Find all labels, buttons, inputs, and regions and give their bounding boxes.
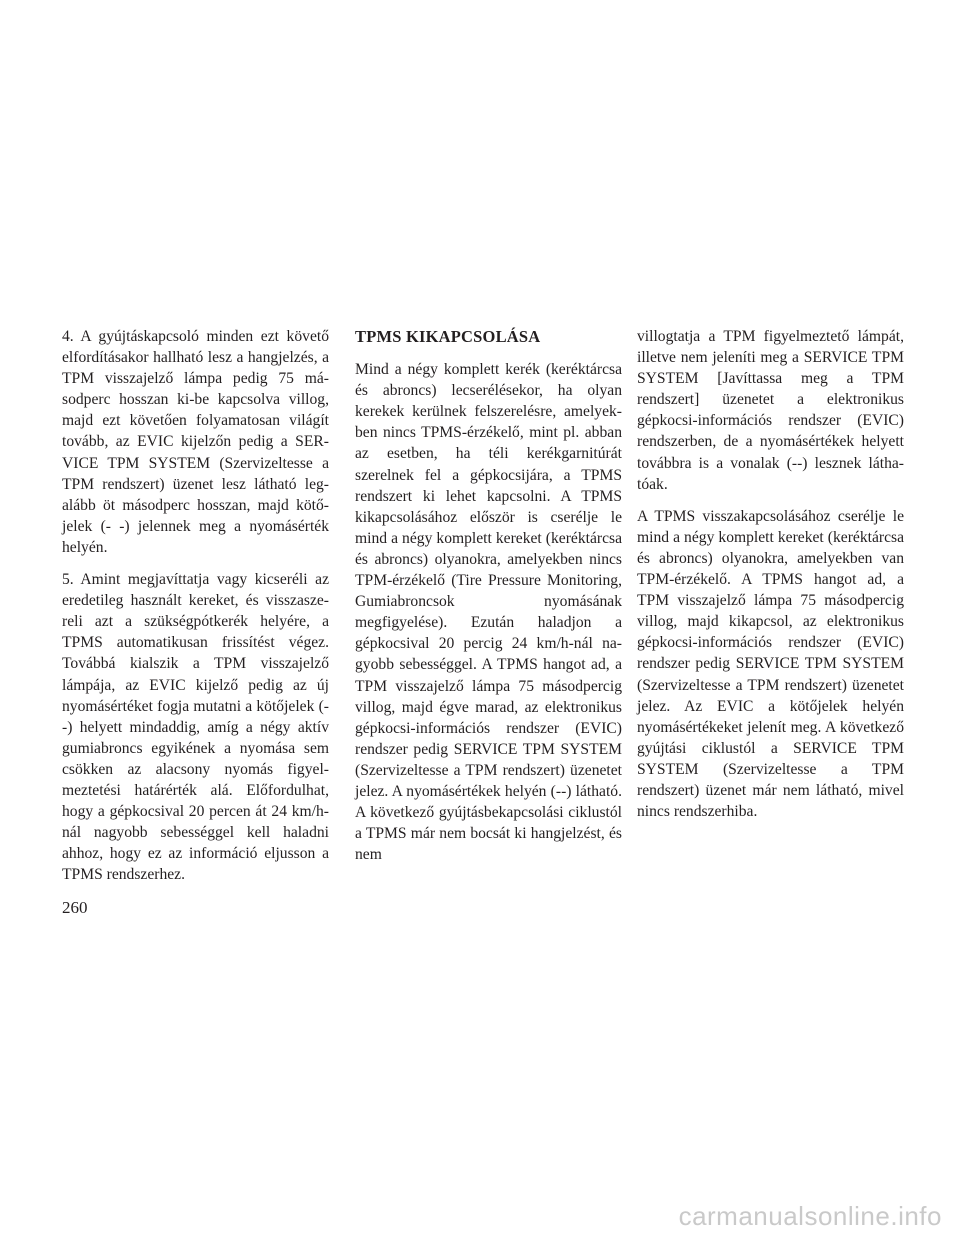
text-column-left (62, 326, 329, 896)
paragraph-continuation: villogtatja a TPM figyelmeztető lámpát, illetve nem jeleníti meg a SERVICE TPM SYSTEM [Javíttassa meg a TPM rendszert] üzenetet a elektronikus gépkocsi-információs rendszer (EVIC) rendszerben, de a nyomásértékek helyett továbbra is a vonalak (--) lesznek láthatóak. (637, 328, 904, 493)
text-column-right (637, 326, 904, 833)
paragraph-tpms-disable: Mind a négy komplett kerék (keréktárcsa és abroncs) lecserélésekor, ha olyan kerekek kerülnek felszerelésre, amelyekben nincs TPMS-érzékelő, mint pl. abban az esetben, ha téli kerékgarnitúrát szerelnek fel a gépkocsijára, a TPMS rendszert ki lehet kapcsolni. A TPMS kikapcsolásához először is cserélje le mind a négy komplett kereket (keréktárcsa és abroncs) olyanokra, amelyekben nincs TPM-érzékelő (Tire Pressure Monitoring, Gumiabroncsok nyomásának megfigyelése). Ezután haladjon a gépkocsival 20 percig 24 km/h-nál nagyobb sebességgel. A TPMS hangot ad, a TPM visszajelző lámpa 75 másodpercig villog, majd égve marad, az elektronikus gépkocsi-információs rendszer (EVIC) rendszer pedig SERVICE TPM SYSTEM (Szervizeltesse a TPM rendszert) üzenetet jelez. A nyomásértékek helyén (--) látható. A következő gyújtásbekapcsolási ciklustól a TPMS már nem bocsát ki hangjelzést, és nem (355, 361, 622, 864)
section-heading: TPMS KIKAPCSOLÁSA (355, 327, 541, 346)
paragraph-tpms-reenable: A TPMS visszakapcsolásához cserélje le mind a négy komplett kereket (keréktárcsa és abroncs) olyanokra, amelyekben van TPM-érzékelő. A TPMS hangot ad, a TPM visszajelző lámpa 75 másodpercig villog, majd kikapcsol, az elektronikus gépkocsi-információs rendszer (EVIC) rendszer pedig SERVICE TPM SYSTEM (Szervizeltesse a TPM rendszert) üzenetet jelez. Az EVIC a kötőjelek helyén nyomásértékeket jelenít meg. A következő gyújtási ciklustól a SERVICE TPM SYSTEM (Szervizeltesse a TPM rendszert) üzenet már nem látható, mivel nincs rendszerhiba. (637, 507, 904, 821)
paragraph-step-5: 5. Amint megjavíttatja vagy kicseréli az eredetileg használt kereket, és visszaszereli azt a szükségpótkerék helyére, a TPMS automatikusan frissítést végez. Továbbá kialszik a TPM visszajelző lámpája, az EVIC kijelző pedig az új nyomásértéket fogja mutatni a kötőjelek (- -) helyett mindaddig, amíg a négy aktív gumiabroncs egyikének a nyomása sem csökken az alacsony nyomás figyelmeztetési határérték alá. Előfordulhat, hogy a gépkocsival 20 percen át 24 km/h-nál nagyobb sebességgel kell haladni ahhoz, hogy ez az információ eljusson a TPMS rendszerhez. (62, 571, 329, 884)
watermark: carmanualsonline.info (678, 1201, 942, 1231)
page-number: 260 (62, 898, 88, 917)
text-column-middle (355, 326, 622, 876)
paragraph-step-4: 4. A gyújtáskapcsoló minden ezt követő elfordításakor hallható lesz a hangjelzés, a TPM visszajelző lámpa pedig 75 másodperc hosszan ki-be kapcsolva villog, majd ezt követően folyamatosan világít tovább, az EVIC kijelzőn pedig a SERVICE TPM SYSTEM (Szervizeltesse a TPM rendszert) üzenet lesz látható legalább öt másodperc hosszan, majd kötőjelek (- -) jelennek meg a nyomásérték helyén. (62, 328, 329, 556)
